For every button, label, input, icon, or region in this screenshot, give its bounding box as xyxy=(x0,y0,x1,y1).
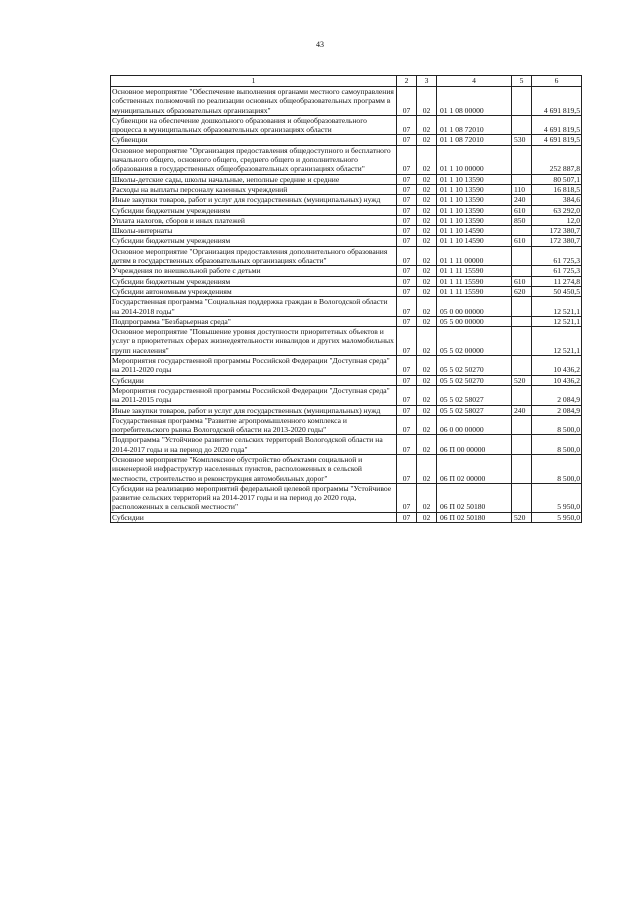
table-row xyxy=(111,276,582,286)
budget-table-body xyxy=(111,76,582,523)
target-article-cell: 05 5 02 58027 xyxy=(437,385,512,405)
amount-cell: 11 274,8 xyxy=(532,276,582,286)
expense-type-cell: 110 xyxy=(512,184,532,194)
amount-cell: 384,6 xyxy=(532,195,582,205)
expense-type-cell: 850 xyxy=(512,215,532,225)
table-row xyxy=(111,375,582,385)
amount-cell: 252 887,8 xyxy=(532,145,582,174)
amount-cell: 10 436,2 xyxy=(532,375,582,385)
subsection-code-cell: 02 xyxy=(417,286,437,296)
expense-type-cell xyxy=(512,415,532,435)
expense-type-cell: 520 xyxy=(512,375,532,385)
table-row xyxy=(111,454,582,483)
budget-table xyxy=(110,75,582,523)
target-article-cell: 06 П 00 00000 xyxy=(437,435,512,455)
subsection-code-cell: 02 xyxy=(417,297,437,317)
section-code-cell: 07 xyxy=(397,184,417,194)
table-row xyxy=(111,356,582,376)
header-cell: 4 xyxy=(437,76,512,87)
table-row xyxy=(111,115,582,135)
section-code-cell: 07 xyxy=(397,266,417,276)
header-cell: 1 xyxy=(111,76,397,87)
target-article-cell: 01 1 11 15590 xyxy=(437,266,512,276)
target-article-cell: 06 0 00 00000 xyxy=(437,415,512,435)
subsection-code-cell: 02 xyxy=(417,87,437,116)
amount-cell: 12 521,1 xyxy=(532,297,582,317)
table-row xyxy=(111,145,582,174)
expense-type-cell: 610 xyxy=(512,236,532,246)
subsection-code-cell: 02 xyxy=(417,205,437,215)
subsection-code-cell: 02 xyxy=(417,215,437,225)
section-code-cell: 07 xyxy=(397,286,417,296)
expense-type-cell xyxy=(512,327,532,356)
table-row xyxy=(111,226,582,236)
target-article-cell: 01 1 10 00000 xyxy=(437,145,512,174)
target-article-cell: 01 1 10 14590 xyxy=(437,236,512,246)
target-article-cell: 01 1 10 13590 xyxy=(437,205,512,215)
table-row xyxy=(111,266,582,276)
target-article-cell: 01 1 08 00000 xyxy=(437,87,512,116)
target-article-cell: 01 1 11 15590 xyxy=(437,286,512,296)
row-name-cell: Школы-интернаты xyxy=(111,226,397,236)
amount-cell: 4 691 819,5 xyxy=(532,135,582,145)
expense-type-cell: 520 xyxy=(512,512,532,522)
section-code-cell: 07 xyxy=(397,236,417,246)
expense-type-cell: 240 xyxy=(512,405,532,415)
expense-type-cell xyxy=(512,454,532,483)
expense-type-cell xyxy=(512,246,532,266)
subsection-code-cell: 02 xyxy=(417,266,437,276)
amount-cell: 12 521,1 xyxy=(532,316,582,326)
amount-cell: 172 380,7 xyxy=(532,236,582,246)
subsection-code-cell: 02 xyxy=(417,236,437,246)
target-article-cell: 05 5 02 58027 xyxy=(437,405,512,415)
target-article-cell: 06 П 02 00000 xyxy=(437,454,512,483)
target-article-cell: 06 П 02 50180 xyxy=(437,512,512,522)
section-code-cell: 07 xyxy=(397,483,417,512)
expense-type-cell xyxy=(512,145,532,174)
subsection-code-cell: 02 xyxy=(417,145,437,174)
section-code-cell: 07 xyxy=(397,246,417,266)
expense-type-cell xyxy=(512,483,532,512)
row-name-cell: Субсидии на реализацию мероприятий федеральной целевой программы "Устойчивое развитие сельских территорий на 2014-2017 годы и на период до 2020 года, расположенных в сельской местности" xyxy=(111,483,397,512)
section-code-cell: 07 xyxy=(397,174,417,184)
amount-cell: 5 950,0 xyxy=(532,483,582,512)
table-row xyxy=(111,215,582,225)
table-row xyxy=(111,327,582,356)
row-name-cell: Уплата налогов, сборов и иных платежей xyxy=(111,215,397,225)
row-name-cell: Субвенции xyxy=(111,135,397,145)
table-row xyxy=(111,385,582,405)
row-name-cell: Основное мероприятие "Обеспечение выполнения органами местного самоуправления собственных полномочий по реализации основных общеобразовательных программ в муниципальных образовательных организациях" xyxy=(111,87,397,116)
subsection-code-cell: 02 xyxy=(417,316,437,326)
section-code-cell: 07 xyxy=(397,297,417,317)
amount-cell: 16 818,5 xyxy=(532,184,582,194)
row-name-cell: Основное мероприятие "Комплексное обустройство объектами социальной и инженерной инфраструктур населенных пунктов, расположенных в сельской местности, строительство и реконструкция автомобильных дорог" xyxy=(111,454,397,483)
amount-cell: 8 500,0 xyxy=(532,454,582,483)
target-article-cell: 06 П 02 50180 xyxy=(437,483,512,512)
table-row xyxy=(111,195,582,205)
target-article-cell: 01 1 10 13590 xyxy=(437,184,512,194)
table-row xyxy=(111,483,582,512)
row-name-cell: Субсидии бюджетным учреждениям xyxy=(111,276,397,286)
section-code-cell: 07 xyxy=(397,276,417,286)
target-article-cell: 05 5 00 00000 xyxy=(437,316,512,326)
subsection-code-cell: 02 xyxy=(417,246,437,266)
section-code-cell: 07 xyxy=(397,205,417,215)
target-article-cell: 01 1 10 13590 xyxy=(437,195,512,205)
target-article-cell: 05 5 02 00000 xyxy=(437,327,512,356)
expense-type-cell: 610 xyxy=(512,276,532,286)
row-name-cell: Школы-детские сады, школы начальные, неполные средние и средние xyxy=(111,174,397,184)
row-name-cell: Субвенции на обеспечение дошкольного образования и общеобразовательного процесса в муниципальных образовательных организациях области xyxy=(111,115,397,135)
table-header-row xyxy=(111,76,582,87)
header-cell: 5 xyxy=(512,76,532,87)
expense-type-cell xyxy=(512,226,532,236)
amount-cell: 61 725,3 xyxy=(532,246,582,266)
table-row xyxy=(111,316,582,326)
expense-type-cell xyxy=(512,115,532,135)
amount-cell: 10 436,2 xyxy=(532,356,582,376)
amount-cell: 2 084,9 xyxy=(532,405,582,415)
section-code-cell: 07 xyxy=(397,385,417,405)
expense-type-cell: 240 xyxy=(512,195,532,205)
section-code-cell: 07 xyxy=(397,215,417,225)
row-name-cell: Мероприятия государственной программы Российской Федерации "Доступная среда" на 2011-2020 годы xyxy=(111,356,397,376)
subsection-code-cell: 02 xyxy=(417,276,437,286)
expense-type-cell xyxy=(512,87,532,116)
section-code-cell: 07 xyxy=(397,405,417,415)
row-name-cell: Государственная программа "Развитие агропромышленного комплекса и потребительского рынка Вологодской области на 2013-2020 годы" xyxy=(111,415,397,435)
expense-type-cell xyxy=(512,435,532,455)
amount-cell: 5 950,0 xyxy=(532,512,582,522)
row-name-cell: Субсидии xyxy=(111,512,397,522)
target-article-cell: 01 1 08 72010 xyxy=(437,115,512,135)
amount-cell: 4 691 819,5 xyxy=(532,115,582,135)
amount-cell: 2 084,9 xyxy=(532,385,582,405)
page-number: 43 xyxy=(316,40,324,49)
subsection-code-cell: 02 xyxy=(417,184,437,194)
section-code-cell: 07 xyxy=(397,135,417,145)
amount-cell: 12 521,1 xyxy=(532,327,582,356)
section-code-cell: 07 xyxy=(397,454,417,483)
expense-type-cell: 530 xyxy=(512,135,532,145)
row-name-cell: Основное мероприятие "Повышение уровня доступности приоритетных объектов и услуг в приоритетных сферах жизнедеятельности инвалидов и других маломобильных групп населения" xyxy=(111,327,397,356)
table-row xyxy=(111,174,582,184)
header-cell: 2 xyxy=(397,76,417,87)
section-code-cell: 07 xyxy=(397,226,417,236)
target-article-cell: 01 1 08 72010 xyxy=(437,135,512,145)
expense-type-cell xyxy=(512,174,532,184)
subsection-code-cell: 02 xyxy=(417,174,437,184)
section-code-cell: 07 xyxy=(397,327,417,356)
header-cell: 3 xyxy=(417,76,437,87)
section-code-cell: 07 xyxy=(397,435,417,455)
expense-type-cell: 620 xyxy=(512,286,532,296)
subsection-code-cell: 02 xyxy=(417,435,437,455)
section-code-cell: 07 xyxy=(397,356,417,376)
section-code-cell: 07 xyxy=(397,87,417,116)
subsection-code-cell: 02 xyxy=(417,415,437,435)
row-name-cell: Учреждения по внешкольной работе с детьми xyxy=(111,266,397,276)
row-name-cell: Подпрограмма "Безбарьерная среда" xyxy=(111,316,397,326)
subsection-code-cell: 02 xyxy=(417,385,437,405)
section-code-cell: 07 xyxy=(397,145,417,174)
table-row xyxy=(111,184,582,194)
target-article-cell: 05 0 00 00000 xyxy=(437,297,512,317)
target-article-cell: 05 5 02 50270 xyxy=(437,356,512,376)
table-row xyxy=(111,512,582,522)
amount-cell: 172 380,7 xyxy=(532,226,582,236)
row-name-cell: Субсидии xyxy=(111,375,397,385)
row-name-cell: Иные закупки товаров, работ и услуг для государственных (муниципальных) нужд xyxy=(111,195,397,205)
amount-cell: 80 507,1 xyxy=(532,174,582,184)
target-article-cell: 01 1 10 14590 xyxy=(437,226,512,236)
section-code-cell: 07 xyxy=(397,316,417,326)
amount-cell: 50 450,5 xyxy=(532,286,582,296)
amount-cell: 12,0 xyxy=(532,215,582,225)
expense-type-cell xyxy=(512,316,532,326)
table-row xyxy=(111,135,582,145)
table-row xyxy=(111,246,582,266)
table-row xyxy=(111,435,582,455)
row-name-cell: Иные закупки товаров, работ и услуг для государственных (муниципальных) нужд xyxy=(111,405,397,415)
subsection-code-cell: 02 xyxy=(417,135,437,145)
row-name-cell: Субсидии автономным учреждениям xyxy=(111,286,397,296)
row-name-cell: Расходы на выплаты персоналу казенных учреждений xyxy=(111,184,397,194)
expense-type-cell xyxy=(512,266,532,276)
amount-cell: 8 500,0 xyxy=(532,415,582,435)
header-cell: 6 xyxy=(532,76,582,87)
amount-cell: 8 500,0 xyxy=(532,435,582,455)
subsection-code-cell: 02 xyxy=(417,512,437,522)
target-article-cell: 01 1 11 15590 xyxy=(437,276,512,286)
amount-cell: 61 725,3 xyxy=(532,266,582,276)
subsection-code-cell: 02 xyxy=(417,405,437,415)
table-row xyxy=(111,405,582,415)
section-code-cell: 07 xyxy=(397,415,417,435)
table-row xyxy=(111,205,582,215)
table-row xyxy=(111,415,582,435)
subsection-code-cell: 02 xyxy=(417,375,437,385)
amount-cell: 63 292,0 xyxy=(532,205,582,215)
target-article-cell: 01 1 10 13590 xyxy=(437,215,512,225)
section-code-cell: 07 xyxy=(397,512,417,522)
row-name-cell: Мероприятия государственной программы Российской Федерации "Доступная среда" на 2011-2015 годы xyxy=(111,385,397,405)
subsection-code-cell: 02 xyxy=(417,454,437,483)
expense-type-cell xyxy=(512,356,532,376)
table-row xyxy=(111,297,582,317)
amount-cell: 4 691 819,5 xyxy=(532,87,582,116)
target-article-cell: 01 1 11 00000 xyxy=(437,246,512,266)
row-name-cell: Основное мероприятие "Организация предоставления дополнительного образования детям в государственных образовательных организациях области" xyxy=(111,246,397,266)
row-name-cell: Основное мероприятие "Организация предоставления общедоступного и бесплатного начального общего, основного общего, среднего общего и дополнительного образования в государственных общеобразовательных организациях области" xyxy=(111,145,397,174)
section-code-cell: 07 xyxy=(397,115,417,135)
row-name-cell: Субсидии бюджетным учреждениям xyxy=(111,236,397,246)
target-article-cell: 01 1 10 13590 xyxy=(437,174,512,184)
subsection-code-cell: 02 xyxy=(417,483,437,512)
row-name-cell: Подпрограмма "Устойчивое развитие сельских территорий Вологодской области на 2014-2017 годы и на период до 2020 года" xyxy=(111,435,397,455)
row-name-cell: Субсидии бюджетным учреждениям xyxy=(111,205,397,215)
subsection-code-cell: 02 xyxy=(417,195,437,205)
expense-type-cell: 610 xyxy=(512,205,532,215)
row-name-cell: Государственная программа "Социальная поддержка граждан в Вологодской области на 2014-2018 годы" xyxy=(111,297,397,317)
expense-type-cell xyxy=(512,297,532,317)
subsection-code-cell: 02 xyxy=(417,115,437,135)
section-code-cell: 07 xyxy=(397,195,417,205)
target-article-cell: 05 5 02 50270 xyxy=(437,375,512,385)
subsection-code-cell: 02 xyxy=(417,226,437,236)
subsection-code-cell: 02 xyxy=(417,327,437,356)
table-row xyxy=(111,236,582,246)
expense-type-cell xyxy=(512,385,532,405)
table-row xyxy=(111,87,582,116)
table-row xyxy=(111,286,582,296)
section-code-cell: 07 xyxy=(397,375,417,385)
subsection-code-cell: 02 xyxy=(417,356,437,376)
